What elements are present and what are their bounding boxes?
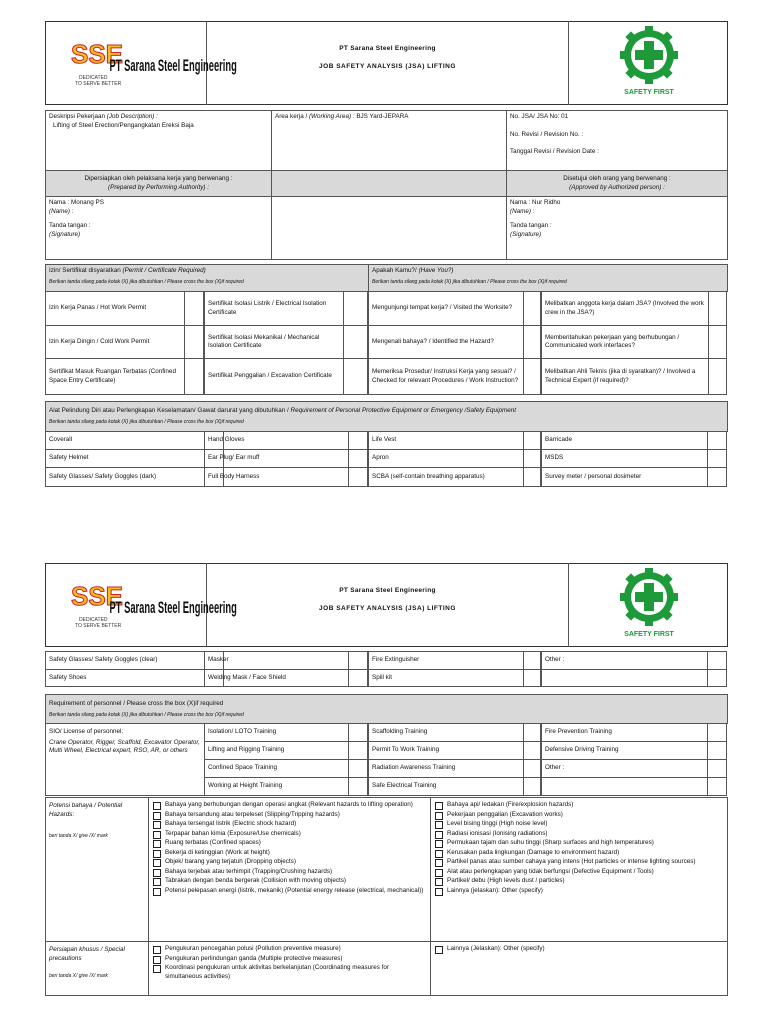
company-name-2: PT Sarana Steel Engineering bbox=[339, 587, 436, 594]
ppe-item: Hand Gloves bbox=[204, 431, 349, 450]
svg-text:PT Sarana Steel Engineering: PT Sarana Steel Engineering bbox=[109, 56, 237, 75]
prepared-signature[interactable]: Tanda tangan : bbox=[49, 222, 91, 229]
checkbox-icon[interactable] bbox=[153, 888, 161, 896]
checkbox-icon[interactable] bbox=[435, 831, 443, 839]
ppe-item bbox=[541, 669, 708, 687]
personnel-title: Requirement of personnel / Please cross the box (X)if required bbox=[49, 700, 224, 707]
ppe-item: Safety Helmet bbox=[45, 449, 205, 468]
checkbox-icon[interactable] bbox=[435, 878, 443, 886]
ppe-header bbox=[45, 401, 728, 432]
ppe-item: Survey meter / personal dosimeter bbox=[541, 467, 708, 487]
ppe-item: Masker bbox=[204, 651, 349, 670]
hazard-item bbox=[435, 801, 723, 810]
svg-text:SSE: SSE bbox=[71, 39, 124, 69]
approved-title-en: (Approved by Authorized person) : bbox=[569, 183, 665, 191]
special-right-cell bbox=[430, 941, 728, 996]
ppe-item: Safety Shoes bbox=[45, 669, 205, 687]
hazard-label: Alat atau perlengkapan yang tidak berfungsi (Defective Equipment / Tools) bbox=[447, 867, 654, 875]
prepared-title: Dipersiapkan oleh pelaksana kerja yang berwenang : bbox=[84, 175, 233, 182]
hazard-item bbox=[153, 820, 426, 829]
header-box-1 bbox=[45, 21, 728, 105]
hazard-label: Koordinasi pengukuran untuk aktivitas berkelanjutan (Coordinating measures for simultaneous activities) bbox=[165, 964, 390, 980]
prepared-by-header bbox=[45, 170, 272, 197]
sio-list: Crane Operator, Rigger, Scaffold, Excavator Operator, Multi Wheel, Electrical expert, RSO, AR, or others bbox=[49, 738, 200, 754]
checkbox-icon[interactable] bbox=[435, 946, 443, 954]
ppe-checkbox[interactable] bbox=[523, 669, 541, 687]
checkbox-icon[interactable] bbox=[153, 812, 161, 820]
approved-by-details bbox=[506, 196, 728, 260]
special-right-list bbox=[431, 942, 727, 958]
ppe-item: SCBA (self-contain breathing apparatus) bbox=[368, 467, 524, 487]
hazard-item bbox=[435, 858, 723, 867]
approved-name[interactable]: Nama : Nur Ridho bbox=[510, 199, 561, 206]
training-item: Defensive Driving Training bbox=[541, 741, 708, 760]
hazard-label: Radiasi ionisasi (Ionising radiations) bbox=[447, 829, 548, 837]
personnel-header bbox=[45, 694, 728, 724]
permit-checkbox[interactable] bbox=[343, 358, 368, 395]
training-checkbox[interactable] bbox=[348, 777, 368, 796]
hazard-label: Level bising tinggi (High noise level) bbox=[447, 820, 548, 827]
svg-text:PT Sarana Steel Engineering: PT Sarana Steel Engineering bbox=[109, 598, 237, 617]
prepared-name-en: (Name) : bbox=[49, 207, 74, 215]
hazard-label: Terpapar bahan kimia (Exposure/Use chemicals) bbox=[165, 829, 301, 837]
training-item: Safe Electrical Training bbox=[368, 777, 524, 796]
checkbox-icon[interactable] bbox=[153, 850, 161, 858]
jsa-number-cell bbox=[506, 110, 728, 171]
hazard-item bbox=[153, 955, 426, 964]
permit-item: Mengunjungi tempat kerja? / Visited the Worksite? bbox=[368, 291, 524, 326]
hazard-label: Tabrakan dengan benda bergerak (Collision with moving objects) bbox=[165, 877, 346, 884]
permit-item: Memeriksa Prosedur/ Instruksi Kerja yang sesuai? / Checked for relevant Procedures / Work Instruction? bbox=[368, 358, 524, 395]
sio-license-cell bbox=[45, 723, 205, 796]
training-item: Other : bbox=[541, 759, 708, 778]
permit-item: Mengenali bahaya? / Identified the Hazard? bbox=[368, 325, 524, 359]
special-left-list bbox=[149, 942, 430, 985]
permit-checkbox[interactable] bbox=[708, 325, 727, 359]
permit-item: Melibatkan anggota kerja dalam JSA? (Involved the work crew in the JSA?) bbox=[541, 291, 709, 326]
prepared-signature-en: (Signature) bbox=[49, 230, 81, 238]
ppe-checkbox[interactable] bbox=[348, 431, 368, 450]
permits-hint: Berikan tanda silang pada kotak (X) jika dibutuhkan / Please cross the box (X)if required bbox=[49, 278, 244, 285]
prepared-title-en: (Prepared by Performing Authority) : bbox=[108, 183, 209, 191]
form-title-2: JOB SAFETY ANALYSIS (JSA) LIFTING bbox=[319, 604, 456, 612]
permit-checkbox[interactable] bbox=[708, 358, 727, 395]
permit-item: Izin Kerja Panas / Hot Work Permit bbox=[45, 291, 185, 326]
training-checkbox[interactable] bbox=[348, 741, 368, 760]
training-item: Radiation Awareness Training bbox=[368, 759, 524, 778]
revision-date[interactable]: Tanggal Revisi / Revision Date : bbox=[510, 148, 599, 155]
special-mark-hint: beri tanda X/ give /X/ mark bbox=[49, 973, 108, 979]
hazard-label: Bahaya tersandung atau terpeleset (Slipping/Tripping hazards) bbox=[165, 810, 340, 818]
hazard-item bbox=[153, 801, 426, 810]
ppe-checkbox[interactable] bbox=[348, 651, 368, 670]
hazard-item bbox=[153, 945, 426, 954]
training-checkbox[interactable] bbox=[523, 741, 541, 760]
ppe-checkbox[interactable] bbox=[707, 449, 727, 468]
hazards-left-cell bbox=[148, 797, 431, 942]
permit-item: Sertifikat Isolasi Listrik / Electrical Isolation Certificate bbox=[204, 291, 344, 326]
area-label: Area kerja / bbox=[275, 113, 308, 120]
hazard-label: Bahaya yang berhubungan dengan operasi angkat (Relevant hazards to lifting operation) bbox=[165, 801, 413, 808]
ppe-title: Alat Pelindung Diri atau Perlengkapan Keselamatan/ Gawat darurat yang dibutuhkan / bbox=[49, 407, 289, 414]
hazard-label: Pekerjaan penggalian (Excavation works) bbox=[447, 810, 563, 818]
checkbox-icon[interactable] bbox=[153, 840, 161, 848]
hazard-item bbox=[435, 820, 723, 829]
svg-text:DEDICATED: DEDICATED bbox=[79, 617, 108, 623]
training-item: Confined Space Training bbox=[204, 759, 349, 778]
approved-signature[interactable]: Tanda tangan : bbox=[510, 222, 552, 229]
hazard-item bbox=[435, 849, 723, 858]
hazards-title: Potensi bahaya / Potential Hazards: bbox=[49, 802, 123, 818]
ppe-checkbox[interactable] bbox=[707, 467, 727, 487]
ppe-checkbox[interactable] bbox=[348, 669, 368, 687]
have-you-header bbox=[368, 264, 728, 292]
safety-logo-cell bbox=[568, 21, 730, 105]
svg-text:DEDICATED: DEDICATED bbox=[79, 75, 108, 81]
approved-by-header bbox=[506, 170, 728, 197]
checkbox-icon[interactable] bbox=[435, 850, 443, 858]
ppe-hint: Berikan tanda silang pada kotak (X) jika dibutuhkan / Please cross the box (X)if required bbox=[49, 418, 244, 425]
training-checkbox[interactable] bbox=[707, 723, 727, 742]
hazard-label: Bahaya api/ ledakan (Fire/explosion hazards) bbox=[447, 801, 574, 808]
ppe-item: Life Vest bbox=[368, 431, 524, 450]
approved-title: Disetujui oleh orang yang berwenang : bbox=[563, 175, 671, 182]
hazard-item bbox=[153, 964, 426, 981]
training-checkbox[interactable] bbox=[707, 777, 727, 796]
training-checkbox[interactable] bbox=[523, 723, 541, 742]
hazards-left-list bbox=[149, 798, 430, 899]
checkbox-icon[interactable] bbox=[153, 869, 161, 877]
training-item: Working at Height Training bbox=[204, 777, 349, 796]
hazard-item bbox=[153, 830, 426, 839]
hazard-item bbox=[153, 811, 426, 820]
checkbox-icon[interactable] bbox=[435, 840, 443, 848]
special-left-cell bbox=[148, 941, 431, 996]
ppe-item: Coverall bbox=[45, 431, 205, 450]
company-name: PT Sarana Steel Engineering bbox=[339, 45, 436, 52]
job-desc-label-en: (Job Description) : bbox=[106, 113, 158, 120]
hazard-item bbox=[435, 811, 723, 820]
training-checkbox[interactable] bbox=[348, 723, 368, 742]
hazard-label: Lainnya (Jelaskan): Other (specify) bbox=[447, 945, 545, 952]
training-item: Fire Prevention Training bbox=[541, 723, 708, 742]
sio-title: SIO/ License of personnel: bbox=[49, 728, 124, 735]
permit-checkbox[interactable] bbox=[523, 358, 541, 395]
checkbox-icon[interactable] bbox=[153, 821, 161, 829]
permits-title-en: (Permit / Certificate Required) bbox=[122, 267, 206, 274]
company-logo-2 bbox=[69, 571, 237, 641]
hazard-item bbox=[153, 877, 426, 886]
form-title: JOB SAFETY ANALYSIS (JSA) LIFTING bbox=[319, 62, 456, 70]
checkbox-icon[interactable] bbox=[153, 878, 161, 886]
checkbox-icon[interactable] bbox=[153, 802, 161, 810]
ppe-checkbox[interactable] bbox=[348, 467, 368, 487]
training-checkbox[interactable] bbox=[348, 759, 368, 778]
training-item: Lifting and Rigging Training bbox=[204, 741, 349, 760]
hazards-right-list bbox=[431, 798, 727, 899]
permit-item: Izin Kerja Dingin / Cold Work Permit bbox=[45, 325, 185, 359]
hazard-label: Lainnya (jelaskan): Other (specify) bbox=[447, 886, 543, 894]
authority-spacer-header bbox=[271, 170, 507, 197]
safety-label: SAFETY FIRST bbox=[624, 89, 674, 96]
checkbox-icon[interactable] bbox=[435, 888, 443, 896]
permit-item: Sertifikat Masuk Ruangan Terbatas (Confined Space Entry Certificate) bbox=[45, 358, 185, 395]
hazard-label: Bahaya tersengat listrik (Electric shock hazard) bbox=[165, 820, 297, 827]
ppe-checkbox[interactable] bbox=[348, 449, 368, 468]
ppe-item: Fire Extinguisher bbox=[368, 651, 524, 670]
approved-signature-en: (Signature) bbox=[510, 230, 542, 238]
checkbox-icon[interactable] bbox=[435, 821, 443, 829]
work-area-cell bbox=[271, 110, 507, 171]
svg-text:SSE: SSE bbox=[71, 581, 124, 611]
checkbox-icon[interactable] bbox=[435, 869, 443, 877]
safety-first-icon-2 bbox=[609, 567, 689, 639]
prepared-by-details bbox=[45, 196, 272, 260]
hazard-item bbox=[153, 887, 426, 896]
permits-header bbox=[45, 264, 369, 292]
permit-item: Sertifikat Penggalian / Excavation Certificate bbox=[204, 358, 344, 395]
hazard-label: Partikel panas atau sumber cahaya yang intens (Hot particles or intense lighting sources) bbox=[447, 858, 696, 865]
permit-checkbox[interactable] bbox=[184, 358, 204, 395]
ppe-item: Safety Glasses/ Safety Goggles (dark) bbox=[45, 467, 205, 487]
safety-logo-cell-2 bbox=[568, 563, 730, 647]
title-cell-2 bbox=[206, 563, 569, 647]
hazard-item bbox=[153, 849, 426, 858]
hazard-item bbox=[153, 868, 426, 877]
hazard-item bbox=[153, 839, 426, 848]
ppe-item: MSDS bbox=[541, 449, 708, 468]
permit-checkbox[interactable] bbox=[523, 291, 541, 326]
hazard-label: Ruang terbatas (Confined spaces) bbox=[165, 839, 261, 846]
hazard-label: Pengukuran perlindungan ganda (Multiple protective measures) bbox=[165, 954, 343, 962]
training-checkbox[interactable] bbox=[707, 741, 727, 760]
ppe-title-en: Requirement of Personal Protective Equipment or Emergency /Safety Equipment bbox=[290, 407, 516, 414]
hazard-item bbox=[435, 945, 723, 954]
have-you-title-en: (Have You?) bbox=[418, 267, 454, 274]
ppe-item: Other : bbox=[541, 651, 708, 670]
hazard-item bbox=[435, 839, 723, 848]
checkbox-icon[interactable] bbox=[435, 859, 443, 867]
hazards-label-cell bbox=[45, 797, 149, 942]
checkbox-icon[interactable] bbox=[153, 946, 161, 954]
checkbox-icon[interactable] bbox=[153, 965, 161, 973]
hazards-right-cell bbox=[430, 797, 728, 942]
hazard-label: Potensi pelepasan energi (listrik, mekanik) (Potential energy release (electrical, mechanical)) bbox=[165, 886, 424, 894]
authority-spacer bbox=[271, 196, 507, 260]
checkbox-icon[interactable] bbox=[153, 831, 161, 839]
permit-item: Sertifikat Isolasi Mekanikal / Mechanical Isolation Certificate bbox=[204, 325, 344, 359]
area-label-en: (Working Area) : bbox=[308, 113, 355, 120]
logo-cell bbox=[45, 21, 237, 105]
hazard-label: Kerusakan pada lingkungan (Damage to environment hazard) bbox=[447, 848, 620, 856]
approved-name-en: (Name) : bbox=[510, 207, 535, 215]
permit-checkbox[interactable] bbox=[523, 325, 541, 359]
checkbox-icon[interactable] bbox=[153, 956, 161, 964]
ppe-checkbox[interactable] bbox=[707, 651, 727, 670]
hazard-item bbox=[435, 877, 723, 886]
ppe-item: Welding Mask / Face Shield bbox=[204, 669, 349, 687]
hazard-label: Objek/ barang yang terjatuh (Dropping objects) bbox=[165, 858, 296, 865]
ppe-item: Apron bbox=[368, 449, 524, 468]
permit-checkbox[interactable] bbox=[343, 325, 368, 359]
special-label-cell bbox=[45, 941, 149, 996]
svg-text:SAFETY FIRST: SAFETY FIRST bbox=[624, 631, 674, 638]
ppe-item: Barricade bbox=[541, 431, 708, 450]
hazard-item bbox=[435, 830, 723, 839]
training-item: Scaffolding Training bbox=[368, 723, 524, 742]
ppe-item: Full Body Harness bbox=[204, 467, 349, 487]
special-title: Persiapan khusus / Special precautions bbox=[49, 946, 125, 962]
safety-first-icon bbox=[609, 25, 689, 97]
training-checkbox[interactable] bbox=[523, 777, 541, 796]
permit-checkbox[interactable] bbox=[184, 291, 204, 326]
permit-checkbox[interactable] bbox=[184, 325, 204, 359]
ppe-checkbox[interactable] bbox=[523, 651, 541, 670]
revision-number[interactable]: No. Revisi / Revision No. : bbox=[510, 130, 584, 138]
hazards-mark-hint: beri tanda X/ give /X/ mark bbox=[49, 833, 108, 839]
have-you-hint: Berikan tanda silang pada kotak (X) jika dibutuhkan / Please cross the box (X)if required bbox=[372, 278, 567, 285]
training-item bbox=[541, 777, 708, 796]
hazard-label: Bahaya terjebak atau terhimpit (Trapping/Crushing hazards) bbox=[165, 867, 333, 875]
checkbox-icon[interactable] bbox=[435, 812, 443, 820]
company-logo bbox=[69, 29, 237, 99]
training-checkbox[interactable] bbox=[707, 759, 727, 778]
title-cell bbox=[206, 21, 569, 105]
job-desc-value[interactable]: Lifting of Steel Erection/Pengangkatan Ereksi Baja bbox=[53, 121, 194, 129]
permits-title: Izin/ Sertifikat disyaratkan bbox=[49, 267, 121, 274]
training-checkbox[interactable] bbox=[523, 759, 541, 778]
hazard-label: Bekerja di ketinggian (Work at height) bbox=[165, 848, 270, 856]
hazard-item bbox=[435, 868, 723, 877]
ppe-item: Safety Glasses/ Safety Goggles (clear) bbox=[45, 651, 205, 670]
permit-checkbox[interactable] bbox=[343, 291, 368, 326]
training-item: Isolation/ LOTO Training bbox=[204, 723, 349, 742]
ppe-checkbox[interactable] bbox=[707, 431, 727, 450]
job-description-cell bbox=[45, 110, 272, 171]
prepared-name[interactable]: Nama : Monang PS bbox=[49, 199, 104, 206]
ppe-item: Ear Plug/ Ear muff bbox=[204, 449, 349, 468]
checkbox-icon[interactable] bbox=[435, 802, 443, 810]
svg-text:TO SERVE BETTER: TO SERVE BETTER bbox=[75, 623, 122, 629]
job-desc-label: Deskripsi Pekerjaan bbox=[49, 113, 105, 120]
header-box-2 bbox=[45, 563, 728, 647]
hazard-label: Pengukuran pencegahan polusi (Pollution preventive measure) bbox=[165, 945, 341, 952]
personnel-hint: Berikan tanda silang pada kotak (X) jika dibutuhkan / Please cross the box (X)if required bbox=[49, 711, 244, 718]
ppe-checkbox[interactable] bbox=[707, 669, 727, 687]
ppe-item: Spill kit bbox=[368, 669, 524, 687]
svg-text:TO SERVE BETTER: TO SERVE BETTER bbox=[75, 81, 122, 87]
have-you-title: Apakah Kamu?/ bbox=[372, 267, 417, 274]
hazard-item bbox=[153, 858, 426, 867]
permit-item: Memberitahukan pekerjaan yang berhubungan / Communicated work interfaces? bbox=[541, 325, 709, 359]
permit-checkbox[interactable] bbox=[708, 291, 727, 326]
ppe-checkbox[interactable] bbox=[523, 431, 541, 450]
hazard-label: Partikel/ debu (High levels dust / particles) bbox=[447, 877, 565, 884]
training-item: Permit To Work Training bbox=[368, 741, 524, 760]
hazard-item bbox=[435, 887, 723, 896]
jsa-number[interactable]: No. JSA/ JSA No: 01 bbox=[510, 113, 569, 120]
ppe-checkbox[interactable] bbox=[523, 449, 541, 468]
ppe-checkbox[interactable] bbox=[523, 467, 541, 487]
logo-cell-2 bbox=[45, 563, 237, 647]
permit-item: Melibatkan Ahli Teknis (jika di syaratkan)? / Involved a Technical Expert (if required)? bbox=[541, 358, 709, 395]
area-value[interactable]: BJS Yard-JEPARA bbox=[356, 113, 409, 120]
checkbox-icon[interactable] bbox=[153, 859, 161, 867]
hazard-label: Permukaan tajam dan suhu tinggi (Sharp surfaces and high temperatures) bbox=[447, 839, 654, 846]
